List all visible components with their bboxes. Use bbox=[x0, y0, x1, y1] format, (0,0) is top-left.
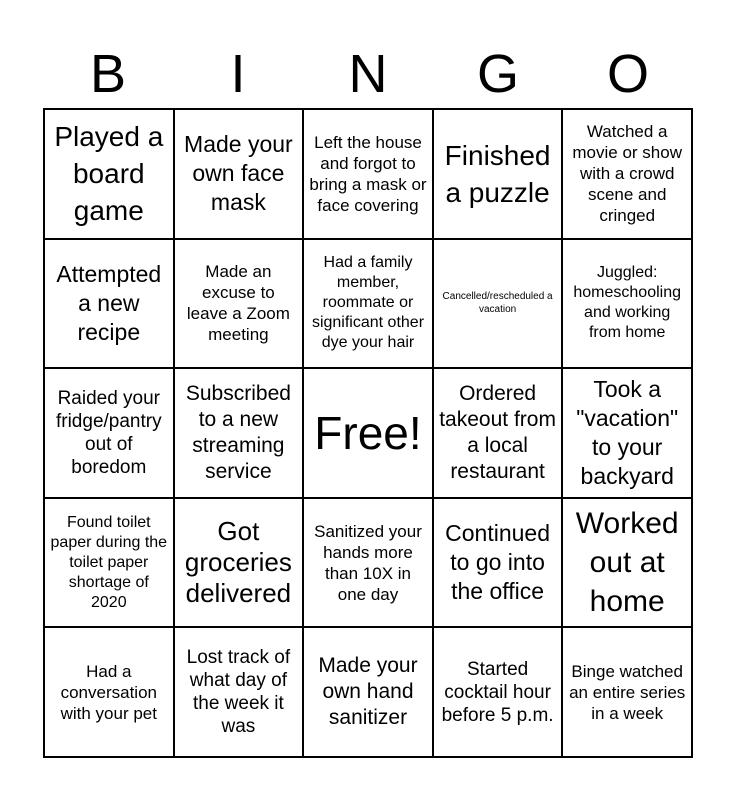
cell-text: Sanitized your hands more than 10X in one day bbox=[314, 521, 422, 604]
cell-text: Made your own hand sanitizer bbox=[318, 654, 418, 730]
bingo-cell[interactable] bbox=[562, 498, 692, 628]
bingo-cell[interactable] bbox=[303, 239, 433, 369]
cell-text: Had a family member, roommate or significant other dye your hair bbox=[311, 254, 425, 352]
bingo-cell[interactable] bbox=[303, 498, 433, 628]
free-space-cell[interactable] bbox=[303, 368, 433, 498]
cell-text: Took a "vacation" to your backyard bbox=[576, 375, 679, 489]
bingo-cell[interactable] bbox=[303, 109, 433, 239]
bingo-cell[interactable] bbox=[174, 627, 304, 757]
cell-text: Started cocktail hour before 5 p.m. bbox=[441, 658, 554, 726]
cell-text: Played a board game bbox=[54, 121, 164, 227]
cell-text: Left the house and forgot to bring a mask or face covering bbox=[309, 132, 427, 215]
cell-text: Cancelled/rescheduled a vacation bbox=[442, 291, 553, 316]
bingo-cell[interactable] bbox=[562, 627, 692, 757]
cell-text: Subscribed to a new streaming service bbox=[185, 381, 291, 483]
cell-text: Lost track of what day of the week it was bbox=[186, 647, 291, 738]
bingo-cell[interactable] bbox=[303, 627, 433, 757]
bingo-cell[interactable] bbox=[174, 239, 304, 369]
cell-text: Got groceries delivered bbox=[184, 516, 292, 609]
bingo-cell[interactable] bbox=[174, 109, 304, 239]
bingo-card bbox=[43, 108, 693, 758]
bingo-cell[interactable] bbox=[174, 498, 304, 628]
cell-text: Found toilet paper during the toilet paper shortage of 2020 bbox=[50, 513, 168, 611]
bingo-cell[interactable] bbox=[433, 239, 563, 369]
cell-text: Continued to go into the office bbox=[445, 520, 551, 605]
bingo-cell[interactable] bbox=[44, 109, 174, 239]
bingo-cell[interactable] bbox=[433, 498, 563, 628]
cell-text: Made an excuse to leave a Zoom meeting bbox=[186, 262, 290, 345]
cell-text: Made your own face mask bbox=[184, 131, 293, 216]
header-letter-b: B bbox=[89, 44, 127, 104]
cell-text: Finished a puzzle bbox=[444, 139, 551, 208]
cell-text: Raided your fridge/pantry out of boredom bbox=[55, 387, 162, 478]
cell-text: Worked out at home bbox=[575, 507, 679, 619]
bingo-cell[interactable] bbox=[433, 109, 563, 239]
bingo-cell[interactable] bbox=[44, 368, 174, 498]
header-letter-g: G bbox=[476, 44, 519, 104]
cell-text: Watched a movie or show with a crowd scene and cringed bbox=[572, 122, 682, 226]
cell-text: Had a conversation with your pet bbox=[60, 661, 157, 723]
bingo-header bbox=[43, 40, 693, 108]
bingo-cell[interactable] bbox=[433, 627, 563, 757]
bingo-cell[interactable] bbox=[433, 368, 563, 498]
bingo-cell[interactable] bbox=[562, 239, 692, 369]
bingo-cell[interactable] bbox=[44, 627, 174, 757]
bingo-cell[interactable] bbox=[44, 239, 174, 369]
bingo-cell[interactable] bbox=[562, 109, 692, 239]
cell-text: Ordered takeout from a local restaurant bbox=[439, 381, 556, 483]
bingo-cell[interactable] bbox=[174, 368, 304, 498]
bingo-cell[interactable] bbox=[562, 368, 692, 498]
cell-text: Binge watched an entire series in a week bbox=[569, 661, 686, 723]
cell-text: Juggled: homeschooling and working from home bbox=[573, 264, 681, 342]
header-letter-o: O bbox=[606, 44, 649, 104]
bingo-cell[interactable] bbox=[44, 498, 174, 628]
free-space-text: Free! bbox=[314, 406, 422, 459]
header-letter-i: I bbox=[230, 44, 246, 104]
header-letter-n: N bbox=[348, 44, 388, 104]
cell-text: Attempted a new recipe bbox=[56, 260, 162, 345]
